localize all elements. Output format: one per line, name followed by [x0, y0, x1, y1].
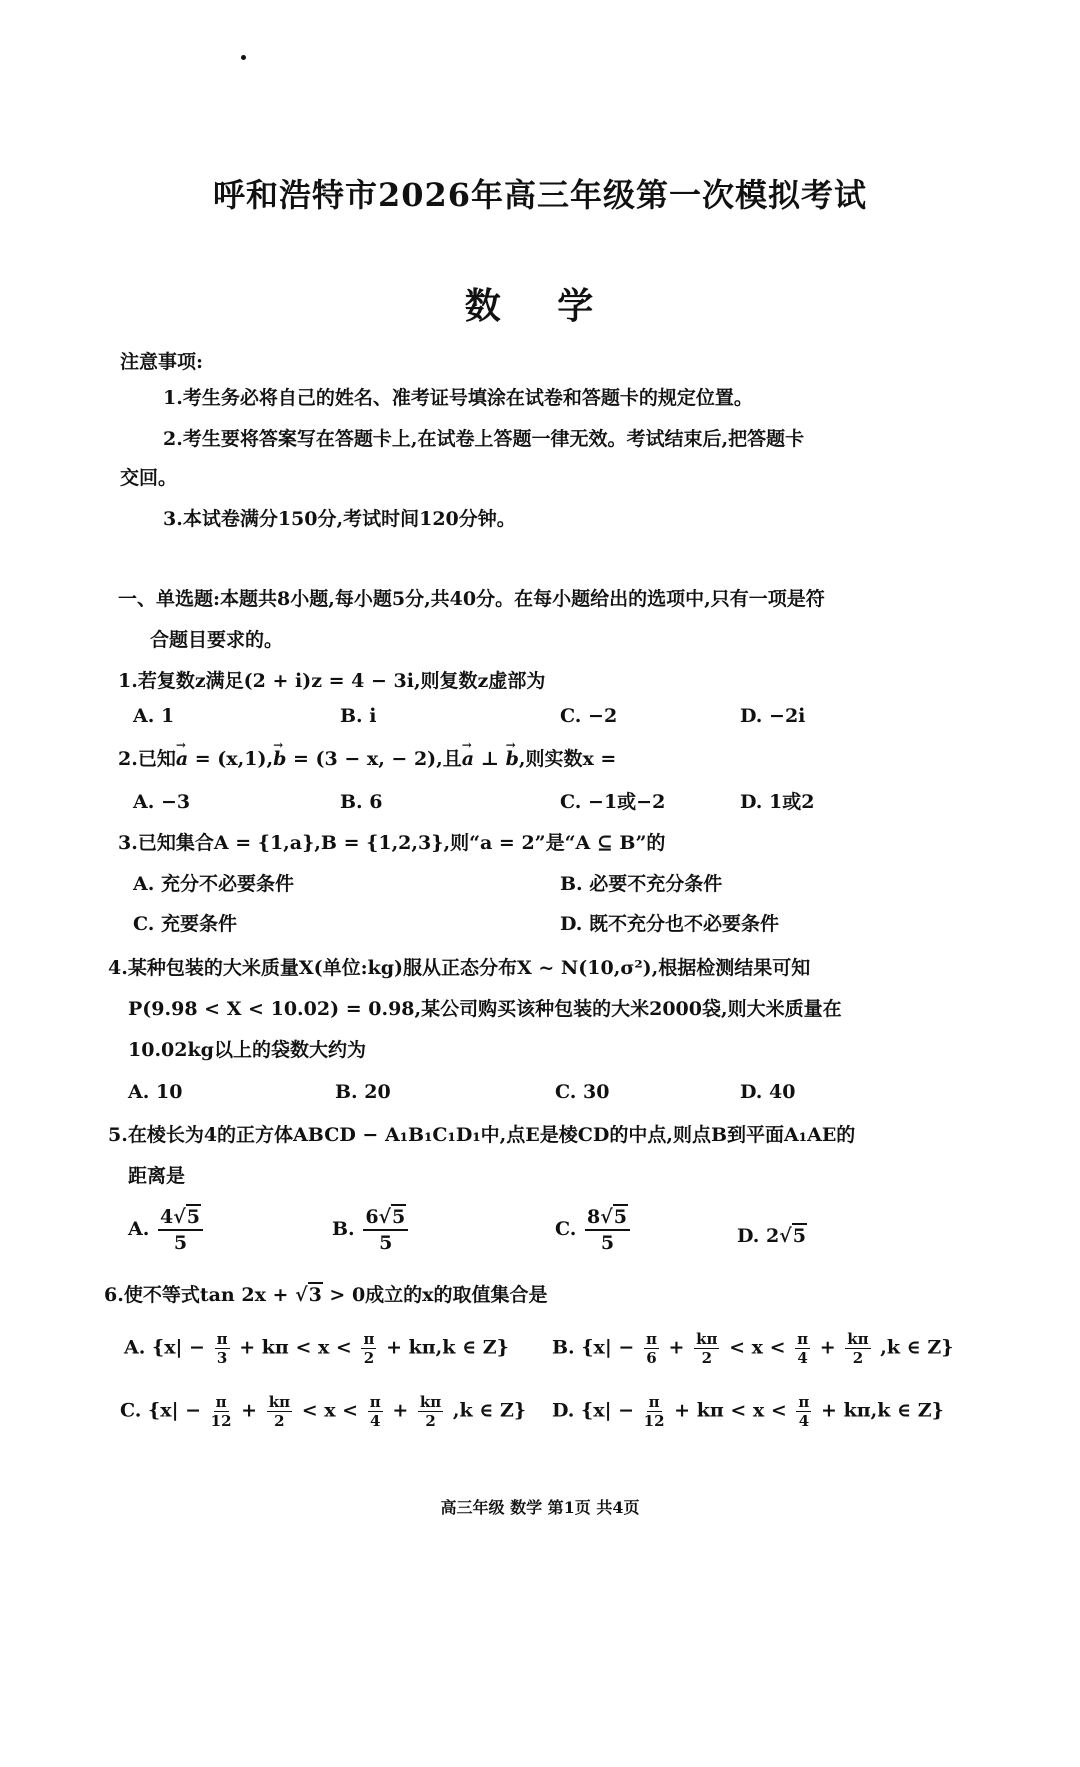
q6-d-part-2: + kπ < x <	[674, 1399, 787, 1422]
q6-b-frac-3-num: π	[797, 1330, 809, 1348]
q6-b-frac-4-den: 2	[852, 1349, 864, 1367]
q6-c-frac-1-num: π	[215, 1393, 227, 1411]
q1-option-a: A. 1	[133, 705, 175, 727]
q5-option-b-label: B.	[332, 1218, 355, 1240]
q2-option-b: B. 6	[340, 791, 383, 813]
q2-vector-b-2: b →	[506, 745, 519, 773]
q6-d-part-1: {x| −	[581, 1399, 635, 1422]
q2-stem-b: = (x,1),	[188, 748, 274, 770]
q6-option-c	[120, 1393, 526, 1430]
q2-option-c: C. −1或−2	[560, 791, 666, 813]
q5-line-1: 5.在棱长为4的正方体ABCD − A₁B₁C₁D₁中,点E是棱CD的中点,则点B到平面A₁AE的	[108, 1124, 856, 1146]
q2-vector-a-2: a →	[462, 745, 474, 773]
q6-d-frac-3-den: 4	[798, 1412, 810, 1430]
q6-b-frac-3	[795, 1330, 810, 1367]
q6-c-frac-3-den: 4	[370, 1412, 381, 1430]
q5-option-d-coef: 2	[766, 1225, 780, 1247]
q1-option-d: D. −2i	[740, 705, 806, 727]
q5-option-d-rad: 5	[792, 1225, 807, 1247]
q5-option-a-coef: 4	[159, 1206, 174, 1228]
q6-d-frac-1	[644, 1393, 665, 1430]
q6-c-frac-4	[418, 1393, 443, 1430]
q6-d-frac-1-num: π	[648, 1393, 660, 1411]
notice-item-2: 2.考生要将答案写在答题卡上,在试卷上答题一律无效。考试结束后,把答题卡	[163, 428, 805, 450]
q1-option-c: C. −2	[560, 705, 618, 727]
q3-option-a: A. 充分不必要条件	[133, 873, 294, 895]
q1-stem: 1.若复数z满足(2 + i)z = 4 − 3i,则复数z虚部为	[118, 670, 546, 692]
q3-option-d: D. 既不充分也不必要条件	[560, 913, 780, 935]
q5-option-a-fraction: $\frac{4√5}{5}$	[158, 1205, 203, 1255]
notice-item-3: 3.本试卷满分150分,考试时间120分钟。	[163, 508, 516, 530]
q5-option-c-rad: 5	[613, 1206, 627, 1228]
notice-heading: 注意事项:	[120, 351, 204, 373]
q5-option-c-den: 5	[600, 1232, 615, 1254]
q2-stem-e: ,则实数x =	[518, 748, 617, 770]
q2-vector-b: b →	[273, 745, 286, 773]
section1-heading: 一、单选题:本题共8小题,每小题5分,共40分。在每小题给出的选项中,只有一项是符	[118, 588, 825, 610]
q6-a-part-1: {x| −	[151, 1336, 205, 1359]
exam-title: 呼和浩特市2026年高三年级第一次模拟考试	[212, 176, 868, 214]
q6-b-frac-3-den: 4	[797, 1349, 808, 1367]
q6-d-part-4: + kπ,k ∈ Z}	[821, 1399, 944, 1422]
q6-b-part-3: < x <	[729, 1336, 786, 1359]
q4-option-d: D. 40	[740, 1081, 796, 1103]
q6-d-frac-1-den: 12	[643, 1412, 665, 1430]
q6-c-frac-4-num: kπ	[419, 1393, 442, 1411]
q6-option-b-label: B.	[552, 1336, 575, 1359]
q3-option-b: B. 必要不充分条件	[560, 873, 723, 895]
q2-option-d: D. 1或2	[740, 791, 815, 813]
q6-c-frac-3	[368, 1393, 383, 1430]
q5-option-d: D. 2√5	[737, 1225, 807, 1247]
q6-option-c-label: C.	[120, 1399, 142, 1422]
q5-option-a-label: A.	[128, 1218, 150, 1240]
q5-option-b-fraction: $\frac{6√5}{5}$	[363, 1205, 408, 1255]
q6-c-frac-2-num: kπ	[268, 1393, 291, 1411]
q6-stem: 6.使不等式tan 2x + √3 > 0成立的x的取值集合是	[104, 1284, 548, 1306]
q4-option-b: B. 20	[335, 1081, 391, 1103]
q6-a-frac-1	[215, 1330, 230, 1367]
scan-dot	[241, 55, 246, 60]
q6-c-frac-3-num: π	[369, 1393, 381, 1411]
q6-b-part-5: ,k ∈ Z}	[880, 1336, 954, 1359]
q6-b-frac-1-num: π	[645, 1330, 657, 1348]
q3-stem: 3.已知集合A = {1,a},B = {1,2,3},则“a = 2”是“A ⊆ B”的	[118, 832, 666, 854]
q6-stem-rad: 3	[308, 1284, 322, 1306]
notice-item-1: 1.考生务必将自己的姓名、准考证号填涂在试卷和答题卡的规定位置。	[163, 387, 753, 409]
q6-stem-b: > 0成立的x的取值集合是	[322, 1284, 548, 1306]
q5-option-c-label: C.	[555, 1218, 577, 1240]
q6-a-part-3: + kπ,k ∈ Z}	[386, 1336, 509, 1359]
q6-c-frac-2-den: 2	[274, 1412, 285, 1430]
q6-b-frac-2	[694, 1330, 719, 1367]
q6-a-frac-1-den: 3	[216, 1349, 228, 1367]
q6-d-frac-3	[796, 1393, 811, 1430]
q6-b-part-1: {x| −	[581, 1336, 635, 1359]
q6-b-part-4: +	[819, 1336, 836, 1359]
q5-option-a-rad: 5	[186, 1206, 200, 1228]
q6-b-part-2: +	[668, 1336, 685, 1359]
q5-option-c-fraction: $\frac{8√5}{5}$	[585, 1205, 630, 1255]
q6-option-d-label: D.	[552, 1399, 575, 1422]
q6-c-frac-1	[211, 1393, 232, 1430]
q3-option-c: C. 充要条件	[133, 913, 238, 935]
q5-option-c-coef: 8	[587, 1206, 601, 1228]
q6-c-part-1: {x| −	[148, 1399, 202, 1422]
q5-option-b-coef: 6	[365, 1206, 379, 1228]
q5-option-b-rad: 5	[392, 1206, 406, 1228]
q6-b-frac-1-den: 6	[646, 1349, 657, 1367]
q5-option-b-den: 5	[379, 1232, 393, 1254]
q5-line-2: 距离是	[128, 1165, 186, 1187]
q5-option-b	[332, 1205, 410, 1255]
q5-option-a-den: 5	[173, 1232, 188, 1254]
q6-c-frac-4-den: 2	[425, 1412, 436, 1430]
q2-stem-c: = (3 − x, − 2),且	[286, 748, 462, 770]
q6-a-part-2: + kπ < x <	[239, 1336, 352, 1359]
page-footer: 高三年级 数学 第1页 共4页	[440, 1498, 640, 1517]
q6-option-d	[552, 1393, 944, 1430]
q6-c-part-2: +	[241, 1399, 258, 1422]
q6-c-frac-1-den: 12	[210, 1412, 232, 1430]
q6-b-frac-1	[644, 1330, 659, 1367]
q6-option-a-label: A.	[124, 1336, 146, 1359]
section1-heading-cont: 合题目要求的。	[150, 629, 284, 651]
notice-item-2-cont: 交回。	[120, 467, 178, 489]
q6-b-frac-4-num: kπ	[847, 1330, 869, 1348]
q6-b-frac-2-den: 2	[701, 1349, 712, 1367]
q6-option-a	[124, 1330, 509, 1367]
q6-b-frac-4	[845, 1330, 870, 1367]
q5-option-c	[555, 1205, 632, 1255]
q2-stem-a: 2.已知	[118, 748, 176, 770]
q6-c-frac-2	[267, 1393, 292, 1430]
q6-option-b	[552, 1330, 953, 1367]
q6-a-frac-2-num: π	[363, 1330, 375, 1348]
q6-a-frac-1-num: π	[216, 1330, 228, 1348]
q2-stem	[118, 745, 616, 773]
q6-stem-a: 6.使不等式tan 2x +	[104, 1284, 296, 1306]
q6-a-frac-2	[361, 1330, 376, 1367]
q5-option-a	[128, 1205, 205, 1255]
q2-option-a: A. −3	[133, 791, 191, 813]
q6-c-part-4: +	[392, 1399, 409, 1422]
q6-b-frac-2-num: kπ	[696, 1330, 718, 1348]
q6-c-part-3: < x <	[301, 1399, 359, 1422]
q6-d-frac-3-num: π	[798, 1393, 810, 1411]
q4-line-2: P(9.98 < X < 10.02) = 0.98,某公司购买该种包装的大米2000袋,则大米质量在	[128, 998, 842, 1020]
q5-option-d-label: D.	[737, 1225, 760, 1247]
q4-option-a: A. 10	[128, 1081, 183, 1103]
q4-option-c: C. 30	[555, 1081, 610, 1103]
q2-stem-d: ⊥	[474, 748, 506, 770]
q1-option-b: B. i	[340, 705, 377, 727]
q4-line-3: 10.02kg以上的袋数大约为	[128, 1039, 366, 1061]
q2-vector-a: a →	[176, 745, 188, 773]
q6-c-part-5: ,k ∈ Z}	[452, 1399, 527, 1422]
q4-line-1: 4.某种包装的大米质量X(单位:kg)服从正态分布X ~ N(10,σ²),根据检测结果可知	[108, 957, 811, 979]
subject-title: 数 学	[464, 285, 616, 327]
q6-a-frac-2-den: 2	[363, 1349, 375, 1367]
